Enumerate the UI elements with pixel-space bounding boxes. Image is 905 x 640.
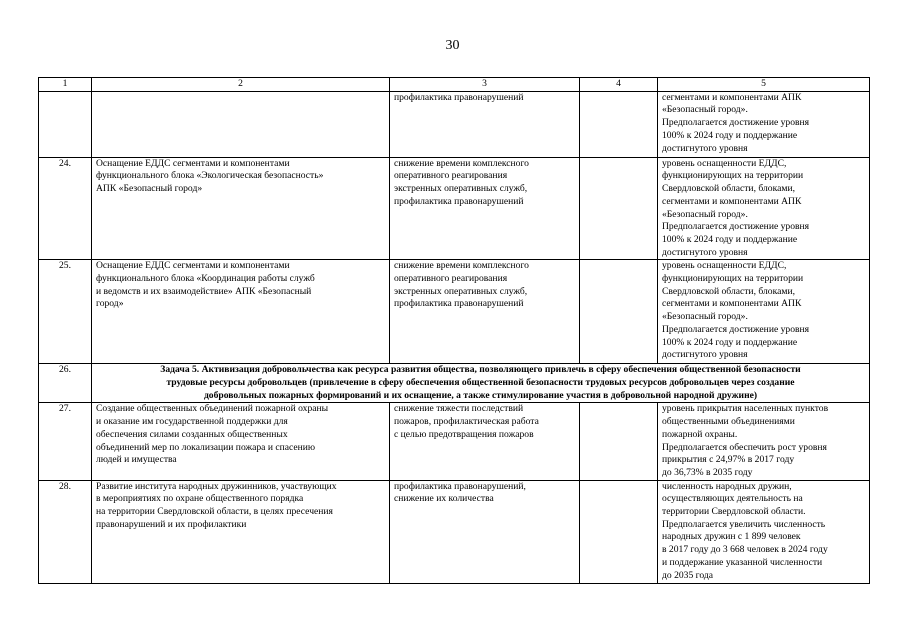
cell-line: Оснащение ЕДДС сегментами и компонентами bbox=[96, 157, 290, 169]
cell-line: в мероприятиях по охране общественного порядка bbox=[96, 493, 304, 505]
indicator-cell bbox=[658, 91, 870, 157]
cell-line: объединений мер по локализации пожара и спасению bbox=[96, 441, 316, 453]
cell-line: и ведомств и их взаимодействие» АПК «Безопасный bbox=[96, 285, 312, 297]
cell-line: оперативного реагирования bbox=[394, 273, 508, 285]
cell-line: правонарушений и их профилактики bbox=[96, 518, 247, 530]
result-cell bbox=[390, 91, 580, 157]
cell-line: снижение их количества bbox=[394, 493, 494, 505]
cell-line: профилактика правонарушений bbox=[394, 91, 524, 103]
table-row bbox=[39, 260, 870, 364]
table-header-row bbox=[39, 78, 870, 92]
measures-table bbox=[38, 77, 870, 584]
cell-line: достигнутого уровня bbox=[662, 349, 748, 361]
indicator-cell bbox=[658, 403, 870, 480]
header-cell: 3 bbox=[390, 78, 580, 92]
cell-line: Свердловской области, блоками, bbox=[662, 183, 795, 195]
cell-line: уровень прикрытия населенных пунктов bbox=[662, 403, 829, 415]
header-cell: 5 bbox=[658, 78, 870, 92]
cell-line: 100% к 2024 году и поддержание bbox=[662, 233, 798, 245]
cell-line: экстренных оперативных служб, bbox=[394, 183, 528, 195]
cell-line: Предполагается увеличить численность bbox=[662, 518, 826, 530]
cell-line: пожарной охраны. bbox=[662, 428, 738, 440]
cell-line: 100% к 2024 году и поддержание bbox=[662, 336, 798, 348]
task-heading bbox=[92, 364, 870, 403]
cell-line: Предполагается достижение уровня bbox=[662, 117, 810, 129]
cell-line: профилактика правонарушений, bbox=[394, 480, 526, 492]
cell-line: пожаров, профилактическая работа bbox=[394, 416, 539, 428]
cell-line: профилактика правонарушений bbox=[394, 298, 524, 310]
cell-line: и поддержание указанной численности bbox=[662, 556, 823, 568]
cell-line: уровень оснащенности ЕДДС, bbox=[662, 260, 787, 272]
cell-line: 100% к 2024 году и поддержание bbox=[662, 129, 798, 141]
cell-line: АПК «Безопасный город» bbox=[96, 183, 203, 195]
cell-line: функционального блока «Координация работы служб bbox=[96, 273, 315, 285]
cell-line: «Безопасный город». bbox=[662, 311, 748, 323]
empty-cell bbox=[580, 403, 658, 480]
result-cell bbox=[390, 157, 580, 260]
cell-line: Предполагается достижение уровня bbox=[662, 323, 810, 335]
cell-line: народных дружин с 1 899 человек bbox=[662, 531, 801, 543]
cell-line: численность народных дружин, bbox=[662, 480, 792, 492]
cell-line: до 36,73% в 2035 году bbox=[662, 466, 753, 478]
cell-line: снижение времени комплексного bbox=[394, 260, 529, 272]
cell-line: достигнутого уровня bbox=[662, 246, 748, 258]
cell-line: функционирующих на территории bbox=[662, 273, 804, 285]
cell-line: снижение тяжести последствий bbox=[394, 403, 524, 415]
cell-line: и оказание им государственной поддержки для bbox=[96, 416, 288, 428]
indicator-cell bbox=[658, 260, 870, 364]
task-line: трудовые ресурсы добровольцев (привлечение в сферу обеспечения общественной безопасности трудовых ресурсов добровольцев через создание bbox=[166, 377, 795, 389]
cell-line: «Безопасный город». bbox=[662, 208, 748, 220]
task-line: Задача 5. Активизация добровольчества как ресурса развития общества, позволяющего привлечь в сферу обеспечения общественной безопасности bbox=[160, 364, 801, 376]
empty-cell bbox=[580, 260, 658, 364]
cell-line: сегментами и компонентами АПК bbox=[662, 91, 802, 103]
row-number: 25. bbox=[39, 260, 92, 364]
cell-line: сегментами и компонентами АПК bbox=[662, 195, 802, 207]
cell-line: Развитие института народных дружинников, участвующих bbox=[96, 480, 337, 492]
cell-line: «Безопасный город». bbox=[662, 104, 748, 116]
cell-line: Предполагается достижение уровня bbox=[662, 221, 810, 233]
empty-cell bbox=[580, 480, 658, 583]
result-cell bbox=[390, 480, 580, 583]
cell-line: с целью предотвращения пожаров bbox=[394, 428, 534, 440]
cell-line: в 2017 году до 3 668 человек в 2024 году bbox=[662, 544, 828, 556]
cell-line: Создание общественных объединений пожарной охраны bbox=[96, 403, 329, 415]
table-row bbox=[39, 403, 870, 480]
table-row bbox=[39, 91, 870, 157]
header-cell: 4 bbox=[580, 78, 658, 92]
page-number: 30 bbox=[445, 38, 460, 53]
result-cell bbox=[390, 260, 580, 364]
indicator-cell bbox=[658, 480, 870, 583]
table-row bbox=[39, 157, 870, 260]
measure-cell bbox=[92, 157, 390, 260]
row-number bbox=[39, 91, 92, 157]
row-number: 27. bbox=[39, 403, 92, 480]
cell-line: функционального блока «Экологическая безопасность» bbox=[96, 170, 324, 182]
cell-line: функционирующих на территории bbox=[662, 170, 804, 182]
task-row bbox=[39, 364, 870, 403]
table-row bbox=[39, 480, 870, 583]
measure-cell bbox=[92, 403, 390, 480]
row-number: 28. bbox=[39, 480, 92, 583]
cell-line: обеспечения силами созданных общественных bbox=[96, 428, 288, 440]
cell-line: общественными объединениями bbox=[662, 416, 795, 428]
cell-line: территории Свердловской области. bbox=[662, 506, 806, 518]
cell-line: Свердловской области, блоками, bbox=[662, 285, 795, 297]
task-line: добровольных пожарных формирований и их оснащение, а также стимулирование участия в добровольной народной дружине) bbox=[203, 389, 758, 401]
cell-line: экстренных оперативных служб, bbox=[394, 285, 528, 297]
cell-line: оперативного реагирования bbox=[394, 170, 508, 182]
row-number: 24. bbox=[39, 157, 92, 260]
indicator-cell bbox=[658, 157, 870, 260]
cell-line: снижение времени комплексного bbox=[394, 157, 529, 169]
measure-cell bbox=[92, 480, 390, 583]
cell-line: людей и имущества bbox=[96, 454, 177, 466]
result-cell bbox=[390, 403, 580, 480]
measure-cell bbox=[92, 260, 390, 364]
cell-line: профилактика правонарушений bbox=[394, 195, 524, 207]
cell-line: достигнутого уровня bbox=[662, 142, 748, 154]
cell-line: прикрытия с 24,97% в 2017 году bbox=[662, 454, 795, 466]
cell-line: сегментами и компонентами АПК bbox=[662, 298, 802, 310]
cell-line: уровень оснащенности ЕДДС, bbox=[662, 157, 787, 169]
header-cell: 1 bbox=[39, 78, 92, 92]
empty-cell bbox=[580, 157, 658, 260]
header-cell: 2 bbox=[92, 78, 390, 92]
cell-line: на территории Свердловской области, в целях пресечения bbox=[96, 506, 333, 518]
measure-cell bbox=[92, 91, 390, 157]
cell-line: Предполагается обеспечить рост уровня bbox=[662, 441, 827, 453]
cell-line: осуществляющих деятельность на bbox=[662, 493, 803, 505]
cell-line: до 2035 года bbox=[662, 569, 714, 581]
cell-line: Оснащение ЕДДС сегментами и компонентами bbox=[96, 260, 290, 272]
cell-line: город» bbox=[96, 298, 124, 310]
row-number: 26. bbox=[39, 364, 92, 403]
empty-cell bbox=[580, 91, 658, 157]
